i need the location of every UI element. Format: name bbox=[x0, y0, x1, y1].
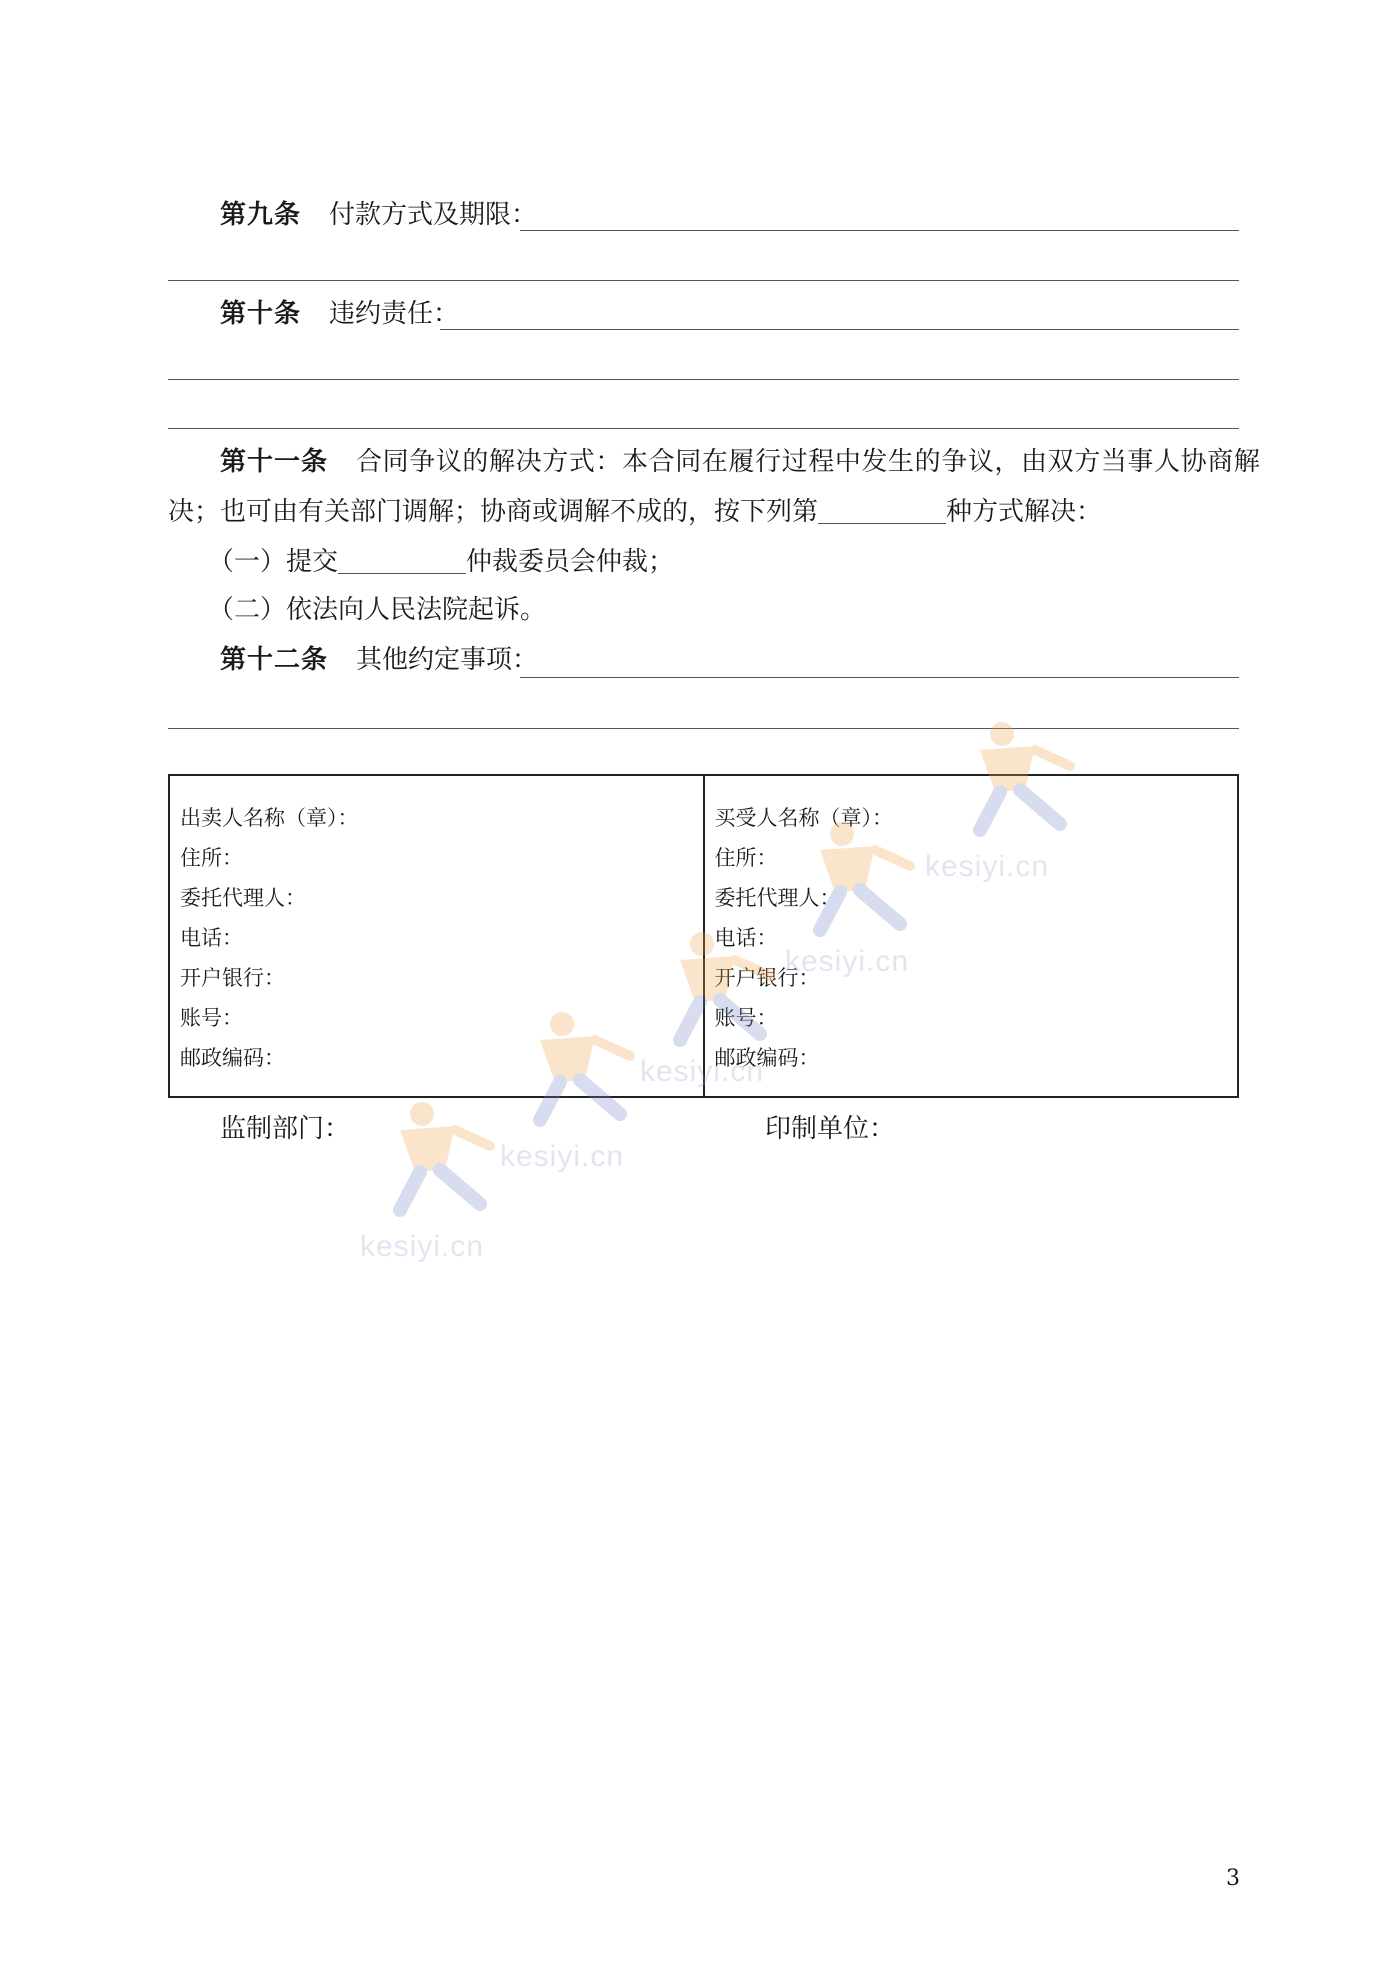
buyer-agent-field[interactable]: 委托代理人： bbox=[714, 886, 841, 910]
clause-11-option-2 bbox=[208, 593, 546, 627]
seller-phone-field[interactable]: 电话： bbox=[180, 926, 243, 950]
buyer-bank-field[interactable]: 开户银行： bbox=[714, 966, 820, 990]
seller-name-field[interactable]: 出卖人名称（章）： bbox=[180, 806, 359, 830]
option-1-text-a: （一）提交 bbox=[208, 547, 339, 577]
clause-10-extra-line-2[interactable] bbox=[168, 428, 1239, 429]
clause-9-extra-line[interactable] bbox=[168, 280, 1239, 281]
buyer-account-field[interactable]: 账号： bbox=[714, 1006, 778, 1030]
seller-address-field[interactable]: 住所： bbox=[180, 846, 243, 870]
clause-10-fill-line[interactable] bbox=[440, 329, 1239, 330]
clause-9-fill-line[interactable] bbox=[520, 230, 1239, 231]
watermark-text-3: kesiyi.cn bbox=[640, 1055, 765, 1088]
watermark-text-5: kesiyi.cn bbox=[360, 1230, 485, 1263]
buyer-phone-field[interactable]: 电话： bbox=[714, 926, 778, 950]
option-2-text: （二）依法向人民法院起诉。 bbox=[208, 595, 547, 625]
clause-11-title: 第十一条 bbox=[220, 447, 329, 477]
clause-10-title: 第十条 bbox=[220, 299, 302, 329]
seller-column bbox=[170, 776, 703, 1096]
clause-10-text: 违约责任： bbox=[329, 299, 460, 329]
seller-agent-field[interactable]: 委托代理人： bbox=[180, 886, 306, 910]
seller-account-field[interactable]: 账号： bbox=[180, 1006, 243, 1030]
clause-11-line-1 bbox=[220, 445, 1260, 479]
supervisor-label: 监制部门： bbox=[220, 1114, 351, 1144]
buyer-name-field[interactable]: 买受人名称（章）： bbox=[714, 806, 893, 830]
seller-bank-field[interactable]: 开户银行： bbox=[180, 966, 285, 990]
parties-table bbox=[168, 774, 1239, 1098]
clause-12-extra-line[interactable] bbox=[168, 728, 1239, 729]
clause-11-method-blank[interactable] bbox=[818, 497, 946, 524]
seller-postcode-field[interactable]: 邮政编码： bbox=[180, 1046, 285, 1070]
clause-9-text: 付款方式及期限： bbox=[329, 200, 538, 230]
clause-11-option-1 bbox=[208, 545, 674, 579]
printer-label: 印制单位： bbox=[765, 1114, 896, 1144]
buyer-column bbox=[703, 776, 1238, 1096]
clause-12-title: 第十二条 bbox=[220, 645, 329, 675]
runner-logo-icon bbox=[360, 1100, 540, 1220]
clause-11-line-2 bbox=[168, 495, 1102, 529]
watermark-text-1: kesiyi.cn bbox=[925, 850, 1050, 883]
clause-11-text-b1: 决；也可由有关部门调解；协商或调解不成的，按下列第 bbox=[168, 497, 819, 527]
clause-12 bbox=[220, 643, 538, 677]
buyer-address-field[interactable]: 住所： bbox=[714, 846, 778, 870]
watermark-text-2: kesiyi.cn bbox=[785, 945, 910, 978]
option-1-text-b: 仲裁委员会仲裁； bbox=[466, 547, 675, 577]
arbitration-commission-blank[interactable] bbox=[338, 547, 466, 574]
watermark-text-4: kesiyi.cn bbox=[500, 1140, 625, 1173]
clause-9 bbox=[220, 198, 537, 232]
clause-10 bbox=[220, 297, 459, 331]
clause-9-title: 第九条 bbox=[220, 200, 302, 230]
clause-12-fill-line[interactable] bbox=[520, 677, 1239, 678]
clause-11-text-a: 合同争议的解决方式：本合同在履行过程中发生的争议，由双方当事人协商解 bbox=[356, 447, 1261, 477]
clause-12-text: 其他约定事项： bbox=[356, 645, 539, 675]
page-number: 3 bbox=[1226, 1866, 1240, 1891]
clause-10-extra-line-1[interactable] bbox=[168, 379, 1239, 380]
clause-11-text-b2: 种方式解决： bbox=[946, 497, 1103, 527]
buyer-postcode-field[interactable]: 邮政编码： bbox=[714, 1046, 820, 1070]
watermark-5 bbox=[360, 1100, 540, 1280]
